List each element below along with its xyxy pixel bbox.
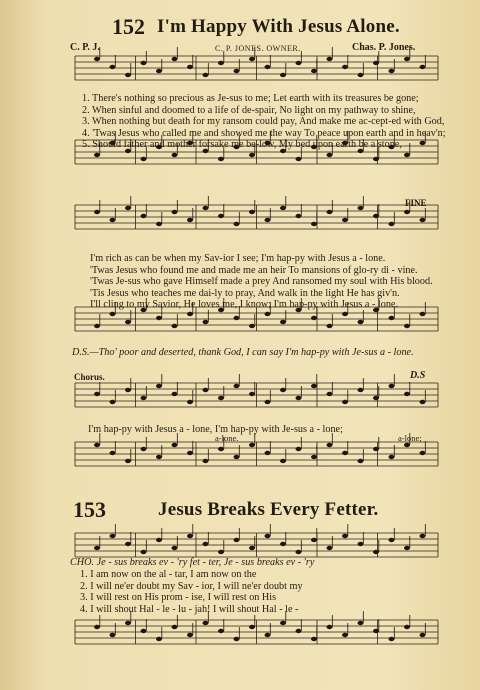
note-head — [218, 447, 224, 451]
music-credit: Chas. P. Jones. — [352, 42, 416, 53]
note-head — [172, 392, 178, 396]
note-head — [404, 392, 410, 396]
note-head — [327, 546, 333, 550]
note-head — [342, 534, 348, 538]
note-head — [172, 153, 178, 157]
hymn-number-152: 152 — [112, 14, 145, 39]
note-head — [187, 218, 193, 222]
note-head — [311, 316, 317, 320]
note-head — [141, 629, 147, 633]
verse-line: 1. I am now on the al - tar, I am now on the — [80, 569, 257, 580]
note-head — [187, 65, 193, 69]
note-head — [311, 538, 317, 542]
note-head — [342, 451, 348, 455]
echo-word: a-lone. — [215, 433, 239, 443]
note-head — [342, 218, 348, 222]
note-head — [327, 392, 333, 396]
note-head — [141, 61, 147, 65]
fine-mark: FINE — [405, 198, 427, 208]
note-head — [172, 324, 178, 328]
note-head — [265, 312, 271, 316]
note-head — [203, 73, 209, 77]
chorus-line-153: CHO. Je - sus breaks ev - 'ry fet - ter, Je - sus breaks ev - 'ry — [70, 557, 315, 568]
note-head — [218, 550, 224, 554]
note-head — [249, 324, 255, 328]
note-head — [280, 320, 286, 324]
note-head — [141, 157, 147, 161]
note-head — [342, 312, 348, 316]
note-head — [203, 459, 209, 463]
note-head — [218, 157, 224, 161]
verse-lines-152 — [82, 93, 446, 151]
note-head — [311, 637, 317, 641]
note-head — [358, 459, 364, 463]
note-head — [156, 222, 162, 226]
note-head — [342, 633, 348, 637]
note-head — [280, 388, 286, 392]
note-head — [187, 312, 193, 316]
ds-line: D.S.—Tho' poor and deserted, thank God, I can say I'm hap-py with Je-sus a - lone. — [72, 347, 414, 358]
hymn-number-153: 153 — [73, 497, 106, 522]
note-head — [187, 633, 193, 637]
note-head — [389, 455, 395, 459]
verse-line: 3. When nothing but death for my ransom could pay, And make me ac-cept-ed with God, — [82, 116, 445, 127]
note-head — [172, 443, 178, 447]
note-head — [203, 388, 209, 392]
note-head — [373, 61, 379, 65]
note-head — [373, 447, 379, 451]
verse-line: 3. I will rest on His prom - ise, I will rest on His — [80, 592, 277, 603]
note-head — [420, 218, 426, 222]
note-head — [94, 57, 100, 61]
note-head — [249, 392, 255, 396]
note-head — [327, 443, 333, 447]
note-head — [234, 316, 240, 320]
echo-word: a-lone; — [398, 433, 422, 443]
note-head — [327, 153, 333, 157]
note-head — [94, 392, 100, 396]
note-head — [358, 388, 364, 392]
note-head — [265, 534, 271, 538]
note-head — [296, 550, 302, 554]
verse-line: 2. When sinful and doomed to a life of de-spair, No light on my pathway to shine, — [82, 104, 416, 116]
note-head — [311, 455, 317, 459]
note-head — [172, 625, 178, 629]
note-head — [125, 320, 131, 324]
note-head — [156, 637, 162, 641]
note-head — [110, 400, 116, 404]
note-head — [249, 546, 255, 550]
note-head — [296, 61, 302, 65]
note-head — [373, 157, 379, 161]
note-head — [156, 538, 162, 542]
note-head — [203, 206, 209, 210]
verse-line: 4. 'Twas Jesus who called me and showed me the way To peace upon earth and in heav'n; — [82, 127, 446, 139]
refrain-line: I'm rich as can be when my Sav-ior I see; I'm hap-py with Jesus a - lone. — [90, 253, 386, 264]
note-head — [141, 396, 147, 400]
note-head — [110, 451, 116, 455]
note-head — [327, 324, 333, 328]
note-head — [311, 222, 317, 226]
note-head — [125, 388, 131, 392]
note-head — [296, 214, 302, 218]
note-head — [358, 621, 364, 625]
refrain-line: 'Tis Jesus who teaches me dai-ly to pray, And walk in the light He has giv'n. — [90, 287, 400, 299]
note-head — [404, 153, 410, 157]
note-head — [110, 312, 116, 316]
note-head — [311, 384, 317, 388]
note-head — [234, 222, 240, 226]
note-head — [327, 210, 333, 214]
note-head — [389, 69, 395, 73]
note-head — [265, 633, 271, 637]
note-head — [265, 218, 271, 222]
note-head — [218, 214, 224, 218]
note-head — [280, 542, 286, 546]
note-head — [141, 214, 147, 218]
note-head — [94, 153, 100, 157]
chorus-label: Chorus. — [74, 372, 105, 382]
hymn-title-153: Jesus Breaks Every Fetter. — [158, 499, 379, 520]
note-head — [156, 384, 162, 388]
note-head — [389, 316, 395, 320]
note-head — [94, 210, 100, 214]
note-head — [234, 69, 240, 73]
note-head — [234, 637, 240, 641]
note-head — [373, 629, 379, 633]
note-head — [125, 621, 131, 625]
note-head — [218, 396, 224, 400]
note-head — [342, 65, 348, 69]
hymn-title-152: I'm Happy With Jesus Alone. — [157, 16, 400, 37]
note-head — [327, 57, 333, 61]
note-head — [373, 396, 379, 400]
note-head — [156, 69, 162, 73]
note-head — [203, 542, 209, 546]
note-head — [265, 400, 271, 404]
note-head — [94, 324, 100, 328]
note-head — [249, 443, 255, 447]
note-head — [373, 214, 379, 218]
note-head — [296, 629, 302, 633]
refrain-line: 'Twas Je-sus who gave Himself made a prey And ransomed my soul with His blood. — [90, 276, 433, 287]
note-head — [249, 153, 255, 157]
note-head — [342, 400, 348, 404]
note-head — [125, 73, 131, 77]
note-head — [420, 65, 426, 69]
refrain-line: 'Twas Jesus who found me and made me an heir To mansions of glo-ry di - vine. — [90, 264, 418, 276]
note-head — [218, 61, 224, 65]
note-head — [420, 633, 426, 637]
note-head — [404, 546, 410, 550]
note-head — [404, 210, 410, 214]
note-head — [125, 459, 131, 463]
note-head — [187, 534, 193, 538]
note-head — [358, 320, 364, 324]
note-head — [187, 451, 193, 455]
note-head — [172, 210, 178, 214]
note-head — [265, 65, 271, 69]
note-head — [249, 625, 255, 629]
note-head — [280, 621, 286, 625]
note-head — [249, 210, 255, 214]
note-head — [234, 384, 240, 388]
note-head — [373, 550, 379, 554]
note-head — [141, 550, 147, 554]
note-head — [389, 637, 395, 641]
note-head — [420, 451, 426, 455]
note-head — [358, 542, 364, 546]
note-head — [203, 320, 209, 324]
note-head — [218, 629, 224, 633]
note-head — [172, 57, 178, 61]
note-head — [156, 316, 162, 320]
chorus-words: I'm hap-py with Jesus a - lone, I'm hap-py with Je-sus a - lone; — [88, 424, 343, 435]
note-head — [404, 57, 410, 61]
note-head — [420, 534, 426, 538]
note-head — [420, 312, 426, 316]
note-head — [110, 218, 116, 222]
note-head — [110, 534, 116, 538]
verse-lines-153 — [80, 569, 303, 615]
verse-line: 1. There's nothing so precious as Je-sus to me; Let earth with its treasures be gone; — [82, 93, 419, 104]
note-head — [94, 443, 100, 447]
note-head — [94, 625, 100, 629]
note-head — [358, 206, 364, 210]
verse-line: 2. I will ne'er doubt my Sav - ior, I will ne'er doubt my — [80, 580, 303, 592]
note-head — [296, 396, 302, 400]
note-head — [420, 400, 426, 404]
note-head — [265, 451, 271, 455]
note-head — [404, 625, 410, 629]
note-head — [187, 400, 193, 404]
note-head — [296, 447, 302, 451]
note-head — [172, 546, 178, 550]
note-head — [249, 57, 255, 61]
note-head — [141, 447, 147, 451]
refrain-lines-152 — [90, 253, 433, 311]
note-head — [125, 206, 131, 210]
note-head — [327, 625, 333, 629]
note-head — [234, 455, 240, 459]
note-head — [389, 384, 395, 388]
note-head — [280, 206, 286, 210]
note-head — [358, 73, 364, 77]
note-head — [234, 538, 240, 542]
note-head — [125, 542, 131, 546]
note-head — [156, 455, 162, 459]
note-head — [389, 538, 395, 542]
note-head — [110, 65, 116, 69]
note-head — [389, 222, 395, 226]
note-head — [110, 633, 116, 637]
verse-line: 4. I will shout Hal - le - lu - jah! I will shout Hal - le - — [80, 603, 299, 615]
note-head — [280, 459, 286, 463]
verse-line: 5. Should father and mother forsake me be-low, My bed upon earth be a stone, — [82, 139, 402, 150]
note-head — [94, 546, 100, 550]
owner-credit: C. P. JONES. OWNER. — [215, 44, 301, 53]
note-head — [280, 73, 286, 77]
note-head — [311, 69, 317, 73]
refrain-line: I'll cling to my Savior, He loves me, I know; I'm hap-py with Jesus a - lone. — [90, 299, 398, 310]
note-head — [296, 157, 302, 161]
ds-mark: D.S — [410, 370, 426, 381]
note-head — [404, 324, 410, 328]
words-credit: C. P. J. — [70, 42, 100, 53]
note-head — [203, 621, 209, 625]
